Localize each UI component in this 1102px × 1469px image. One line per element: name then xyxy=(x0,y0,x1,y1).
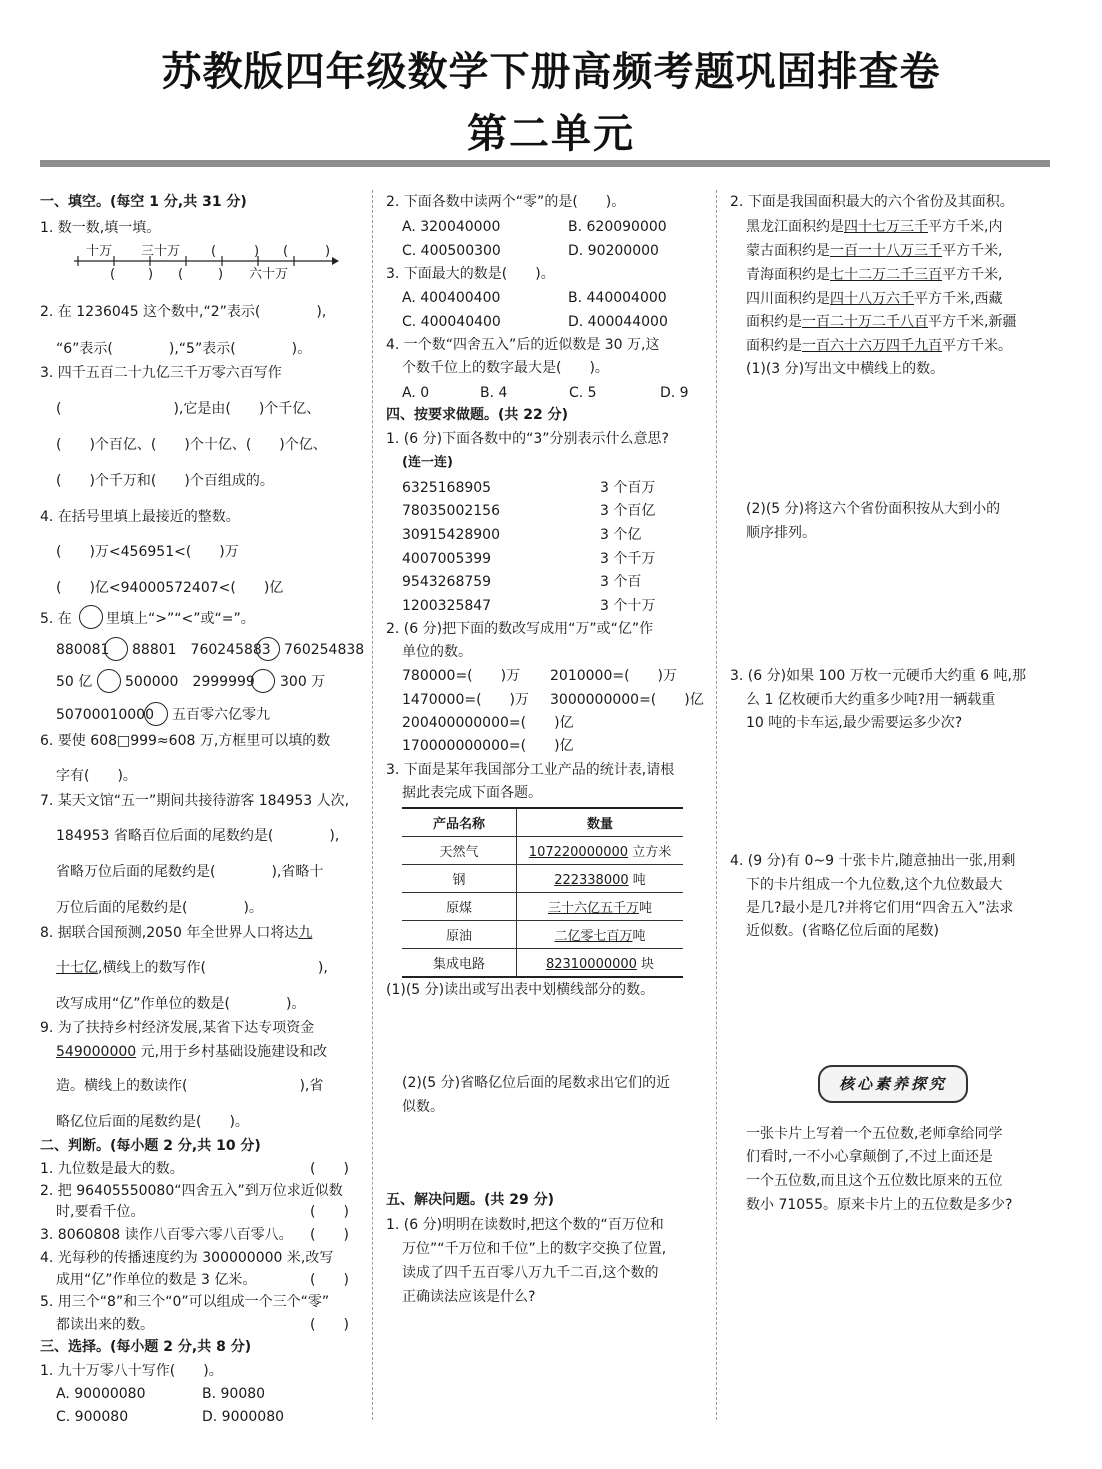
question-text: 们看时,一不小心拿颠倒了,不过上面还是 xyxy=(746,1149,993,1165)
table-row xyxy=(402,921,683,949)
answer-paren[interactable]: ( ) xyxy=(310,1317,349,1333)
question-text: 字有( )。 xyxy=(56,768,137,784)
question-text: 3. 四千五百二十九亿三千万零六百写作 xyxy=(40,365,282,381)
comparison-item: 500000 2999999 xyxy=(125,674,255,690)
judgement-item: 成用“亿”作单位的数是 3 亿米。 xyxy=(56,1272,257,1288)
judgement-item: 2. 把 96405550080“四舍五入”到万位求近似数 xyxy=(40,1183,343,1199)
question-text: ( ),它是由( )个千亿、 xyxy=(56,401,321,417)
underlined-number: 一百六十六万四千九百 xyxy=(802,338,942,354)
question-text: 造。横线上的数读作( ),省 xyxy=(56,1078,324,1094)
question-text: 近似数。(省略亿位后面的尾数) xyxy=(746,923,939,939)
question-text: 据此表完成下面各题。 xyxy=(402,785,542,801)
question-text: 四川面积约是四十八万六千平方千米,西藏 xyxy=(746,291,1003,307)
conversion-item: 2010000=( )万 xyxy=(550,668,678,684)
header-rule xyxy=(40,160,1050,167)
match-left-item[interactable]: 78035002156 xyxy=(402,503,500,519)
comparison-circle[interactable] xyxy=(104,637,128,661)
tick-label: 十万 xyxy=(86,244,113,259)
answer-paren[interactable]: ( ) xyxy=(310,1227,349,1243)
question-text: ( )亿<94000572407<( )亿 xyxy=(56,580,284,596)
question-text: 8. 据联合国预测,2050 年全世界人口将达九 xyxy=(40,925,313,941)
table-header: 产品名称 xyxy=(402,808,517,837)
question-text: 3. 下面是某年我国部分工业产品的统计表,请根 xyxy=(386,762,675,778)
choice-option[interactable]: A. 90000080 xyxy=(56,1386,146,1402)
comparison-circle[interactable] xyxy=(144,702,168,726)
question-text: 1. (6 分)下面各数中的“3”分别表示什么意思? xyxy=(386,431,669,447)
section-heading: 三、选择。(每小题 2 分,共 8 分) xyxy=(40,1339,252,1355)
choice-option[interactable]: A. 320040000 xyxy=(402,219,501,235)
question-text: 一个五位数,而且这个五位数比原来的五位 xyxy=(746,1173,1003,1189)
question-text: 5. 在 xyxy=(40,611,72,627)
question-text: 面积约是一百六十六万四千九百平方千米。 xyxy=(746,338,1012,354)
question-text: “6”表示( ),“5”表示( )。 xyxy=(56,341,312,357)
question-text: 十七亿,横线上的数写作( ), xyxy=(56,960,328,976)
question-text: (1)(3 分)写出文中横线上的数。 xyxy=(746,361,945,377)
comparison-circle[interactable] xyxy=(251,669,275,693)
question-text: 6. 要使 608□999≈608 万,方框里可以填的数 xyxy=(40,733,331,749)
comparison-item: 五百零六亿零九 xyxy=(172,707,270,723)
question-text: 万位”“千万位和千位”上的数字交换了位置, xyxy=(402,1241,667,1257)
question-text: (2)(5 分)将这六个省份面积按从大到小的 xyxy=(746,501,1001,517)
table-cell: 82310000000 块 xyxy=(517,949,684,978)
question-text: (1)(5 分)读出或写出表中划横线部分的数。 xyxy=(386,982,655,998)
question-text: 3. 下面最大的数是( )。 xyxy=(386,266,555,282)
conversion-item: 200400000000=( )亿 xyxy=(402,715,574,731)
section-heading: 五、解决问题。(共 29 分) xyxy=(386,1192,555,1208)
question-text: 黑龙江面积约是四十七万三千平方千米,内 xyxy=(746,219,1003,235)
column-divider xyxy=(372,190,373,1420)
question-text: 面积约是一百二十万二千八百平方千米,新疆 xyxy=(746,314,1017,330)
question-text: 1. 九十万零八十写作( )。 xyxy=(40,1363,223,1379)
question-text: (2)(5 分)省略亿位后面的尾数求出它们的近 xyxy=(402,1075,671,1091)
match-left-item[interactable]: 4007005399 xyxy=(402,551,492,567)
match-right-item[interactable]: 3 个千万 xyxy=(600,551,656,567)
question-text: 似数。 xyxy=(402,1099,444,1115)
question-text: 9. 为了扶持乡村经济发展,某省下达专项资金 xyxy=(40,1020,315,1036)
choice-option[interactable]: B. 90080 xyxy=(202,1386,266,1402)
choice-option[interactable]: D. 90200000 xyxy=(568,243,659,259)
choice-option[interactable]: C. 5 xyxy=(569,385,597,401)
match-left-item[interactable]: 1200325847 xyxy=(402,598,492,614)
table-cell: 三十六亿五千万吨 xyxy=(517,893,684,921)
judgement-item: 4. 光每秒的传播速度约为 300000000 米,改写 xyxy=(40,1250,334,1266)
comparison-item: 300 万 xyxy=(280,674,326,690)
question-text: 万位后面的尾数约是( )。 xyxy=(56,900,263,916)
table-row xyxy=(402,837,683,865)
conversion-item: 170000000000=( )亿 xyxy=(402,738,574,754)
section-heading: 四、按要求做题。(共 22 分) xyxy=(386,407,569,423)
underlined-number: 九 xyxy=(298,925,313,941)
choice-option[interactable]: C. 400040400 xyxy=(402,314,501,330)
tick-label: ( xyxy=(110,267,116,282)
table-cell: 原煤 xyxy=(402,893,517,921)
question-text: 单位的数。 xyxy=(402,644,472,660)
table-cell: 222338000 吨 xyxy=(517,865,684,893)
tick-label: ( xyxy=(211,244,217,259)
question-text: 下的卡片组成一个九位数,这个九位数最大 xyxy=(746,877,1003,893)
conversion-item: 780000=( )万 xyxy=(402,668,521,684)
match-right-item[interactable]: 3 个十万 xyxy=(600,598,656,614)
comparison-item: 880081 xyxy=(56,642,110,658)
question-text: ( )万<456951<( )万 xyxy=(56,544,239,560)
match-left-item[interactable]: 9543268759 xyxy=(402,574,492,590)
match-left-item[interactable]: 6325168905 xyxy=(402,480,492,496)
choice-option[interactable]: A. 400400400 xyxy=(402,290,501,306)
judgement-item: 时,要看千位。 xyxy=(56,1204,145,1220)
page-subtitle: 第二单元 xyxy=(467,110,635,157)
question-text: 里填上“>”“<”或“=”。 xyxy=(106,611,255,627)
tick-label: 六十万 xyxy=(249,267,289,282)
table-row xyxy=(402,865,683,893)
question-text: 数小 71055。原来卡片上的五位数是多少? xyxy=(746,1197,1013,1213)
underlined-number: 一百二十万二千八百 xyxy=(802,314,928,330)
judgement-item: 1. 九位数是最大的数。 xyxy=(40,1161,184,1177)
choice-option[interactable]: C. 900080 xyxy=(56,1409,129,1425)
question-text: 略亿位后面的尾数约是( )。 xyxy=(56,1114,249,1130)
question-text: 改写成用“亿”作单位的数是( )。 xyxy=(56,996,306,1012)
question-text: ( )个百亿、( )个十亿、( )个亿、 xyxy=(56,437,327,453)
conversion-item: 1470000=( )万 xyxy=(402,692,530,708)
question-text: 3. (6 分)如果 100 万枚一元硬币大约重 6 吨,那 xyxy=(730,668,1026,684)
table-row xyxy=(402,949,683,978)
answer-paren[interactable]: ( ) xyxy=(310,1161,349,1177)
question-text: 4. 在括号里填上最接近的整数。 xyxy=(40,509,240,525)
choice-option[interactable]: D. 400044000 xyxy=(568,314,668,330)
question-text: 顺序排列。 xyxy=(746,525,816,541)
underlined-number: 四十八万六千 xyxy=(830,291,914,307)
tick-label: ) xyxy=(218,267,224,282)
match-right-item[interactable]: 3 个百万 xyxy=(600,480,656,496)
comparison-item: 50700010000 xyxy=(56,707,154,723)
table-cell: 原油 xyxy=(402,921,517,949)
table-header: 数量 xyxy=(517,808,684,837)
choice-option[interactable]: A. 0 xyxy=(402,385,430,401)
table-cell: 二亿零七百万吨 xyxy=(517,921,684,949)
comparison-circle[interactable] xyxy=(97,669,121,693)
comparison-item: 760254838 xyxy=(284,642,365,658)
table-cell: 钢 xyxy=(402,865,517,893)
question-text: 1. 数一数,填一填。 xyxy=(40,220,161,236)
comparison-item: 50 亿 xyxy=(56,674,93,690)
choice-option[interactable]: D. 9000080 xyxy=(202,1409,285,1425)
question-text: 么 1 亿枚硬币大约重多少吨?用一辆载重 xyxy=(746,692,996,708)
section-heading: 二、判断。(每小题 2 分,共 10 分) xyxy=(40,1138,261,1154)
tick-label: ( xyxy=(283,244,289,259)
page-title: 苏教版四年级数学下册高频考题巩固排查卷 xyxy=(161,48,941,95)
question-text: ( )个千万和( )个百组成的。 xyxy=(56,473,274,489)
question-text: 蒙古面积约是一百一十八万三千平方千米, xyxy=(746,243,1003,259)
match-left-item[interactable]: 30915428900 xyxy=(402,527,500,543)
tick-label: 三十万 xyxy=(141,244,181,259)
question-text: 4. (9 分)有 0~9 十张卡片,随意抽出一张,用剩 xyxy=(730,853,1016,869)
choice-option[interactable]: B. 4 xyxy=(480,385,508,401)
table-cell: 天然气 xyxy=(402,837,517,865)
comparison-item: 88801 760245883 xyxy=(132,642,271,658)
underlined-number: 七十二万二千三百 xyxy=(830,267,942,283)
question-text: 184953 省略百位后面的尾数约是( ), xyxy=(56,828,340,844)
statistics-table xyxy=(402,807,683,978)
answer-paren[interactable]: ( ) xyxy=(310,1272,349,1288)
question-text: 2. (6 分)把下面的数改写成用“万”或“亿”作 xyxy=(386,621,654,637)
question-text: 549000000 元,用于乡村基础设施建设和改 xyxy=(56,1044,328,1060)
comparison-circle xyxy=(79,605,103,629)
question-text: 青海面积约是七十二万二千三百平方千米, xyxy=(746,267,1003,283)
question-text: 1. (6 分)明明在读数时,把这个数的“百万位和 xyxy=(386,1217,664,1233)
tick-label: ) xyxy=(325,244,331,259)
choice-option[interactable]: D. 9 xyxy=(660,385,689,401)
judgement-item: 都读出来的数。 xyxy=(56,1317,154,1333)
table-cell: 107220000000 立方米 xyxy=(517,837,684,865)
column-divider xyxy=(716,190,717,1420)
table-row xyxy=(402,893,683,921)
table-cell: 集成电路 xyxy=(402,949,517,978)
question-text: (连一连) xyxy=(402,455,453,470)
question-text: 个数千位上的数字最大是( )。 xyxy=(402,360,609,376)
question-text: 2. 在 1236045 这个数中,“2”表示( ), xyxy=(40,304,327,320)
answer-paren[interactable]: ( ) xyxy=(310,1204,349,1220)
tick-label: ) xyxy=(254,244,260,259)
underlined-number: 549000000 xyxy=(56,1044,137,1060)
choice-option[interactable]: B. 440004000 xyxy=(568,290,667,306)
question-text: 一张卡片上写着一个五位数,老师拿给同学 xyxy=(746,1126,1003,1142)
conversion-item: 3000000000=( )亿 xyxy=(550,692,704,708)
question-text: 是几?最小是几?并将它们用“四舍五入”法求 xyxy=(746,900,1014,916)
question-text: 7. 某天文馆“五一”期间共接待游客 184953 人次, xyxy=(40,793,350,809)
underlined-number: 四十七万三千 xyxy=(844,219,928,235)
question-text: 2. 下面是我国面积最大的六个省份及其面积。 xyxy=(730,194,1014,210)
tick-label: ) xyxy=(148,267,154,282)
match-right-item[interactable]: 3 个百 xyxy=(600,574,642,590)
core-literacy-badge: 核心素养探究 xyxy=(818,1065,968,1103)
question-text: 省略万位后面的尾数约是( ),省略十 xyxy=(56,864,324,880)
judgement-item: 5. 用三个“8”和三个“0”可以组成一个三个“零” xyxy=(40,1294,330,1310)
tick-label: ( xyxy=(178,267,184,282)
underlined-number: 十七亿 xyxy=(56,960,98,976)
match-right-item[interactable]: 3 个百亿 xyxy=(600,503,656,519)
question-text: 2. 下面各数中读两个“零”的是( )。 xyxy=(386,194,626,210)
choice-option[interactable]: C. 400500300 xyxy=(402,243,501,259)
comparison-circle[interactable] xyxy=(256,637,280,661)
judgement-item: 3. 8060808 读作八百零六零八百零八。 xyxy=(40,1227,293,1243)
question-text: 读成了四千五百零八万九千二百,这个数的 xyxy=(402,1265,659,1281)
choice-option[interactable]: B. 620090000 xyxy=(568,219,667,235)
question-text: 10 吨的卡车运,最少需要运多少次? xyxy=(746,715,963,731)
section-heading: 一、填空。(每空 1 分,共 31 分) xyxy=(40,194,247,210)
question-text: 正确读法应该是什么? xyxy=(402,1289,536,1305)
match-right-item[interactable]: 3 个亿 xyxy=(600,527,642,543)
underlined-number: 一百一十八万三千 xyxy=(830,243,942,259)
question-text: 4. 一个数“四舍五入”后的近似数是 30 万,这 xyxy=(386,337,660,353)
